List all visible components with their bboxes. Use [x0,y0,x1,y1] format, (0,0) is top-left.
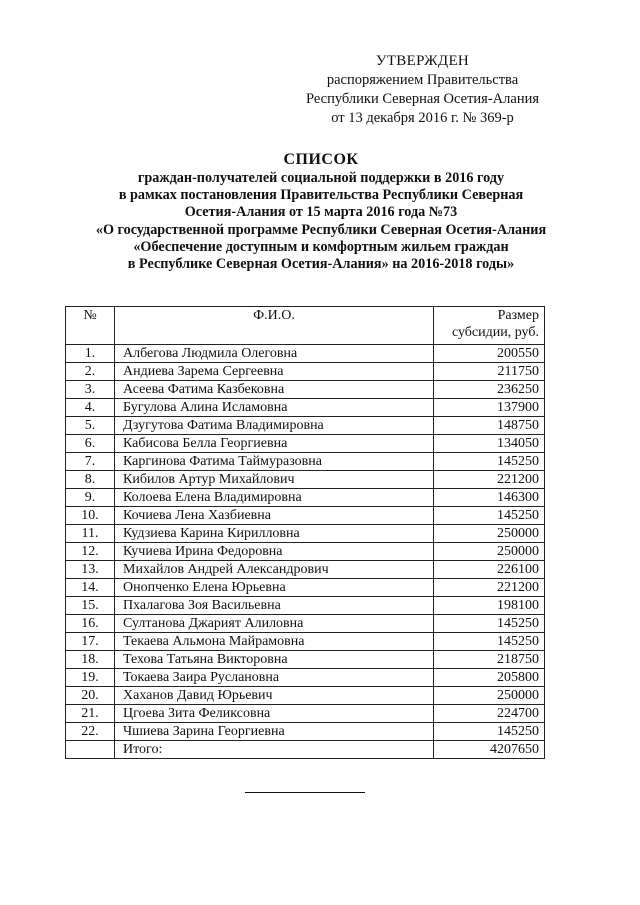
subsidy-amount: 148750 [434,417,545,435]
table-row [66,453,545,471]
row-number: 17. [66,633,115,651]
document-heading [40,150,602,273]
recipient-name: Онопченко Елена Юрьевна [115,579,434,597]
approval-region: Республики Северная Осетия-Алания [305,91,540,107]
total-label: Итого: [115,741,434,759]
subsidy-amount: 221200 [434,471,545,489]
table-row [66,723,545,741]
column-header-subsidy-line2: субсидии, руб. [451,325,539,340]
table-row [66,579,545,597]
recipient-name: Михайлов Андрей Александрович [115,561,434,579]
heading-line: «Обеспечение доступным и комфортным жильем граждан [133,238,509,255]
recipient-name: Султанова Джарият Алиловна [115,615,434,633]
approval-date-number: от 13 декабря 2016 г. № 369-р [331,110,514,126]
end-of-document-line [245,792,365,793]
table-row [66,651,545,669]
recipient-name: Андиева Зарема Сергеевна [115,363,434,381]
recipient-name: Кудзиева Карина Кирилловна [115,525,434,543]
table-row [66,381,545,399]
row-number: 10. [66,507,115,525]
subsidy-amount: 218750 [434,651,545,669]
recipient-name: Кабисова Белла Георгиевна [115,435,434,453]
row-number: 22. [66,723,115,741]
heading-line: в Республике Северная Осетия-Алания» на 2016-2018 годы» [127,256,515,273]
row-number: 12. [66,543,115,561]
table-row [66,507,545,525]
table-header-row [66,307,545,345]
approval-title: УТВЕРЖДЕН [375,53,470,69]
subsidy-amount: 146300 [434,489,545,507]
row-number: 7. [66,453,115,471]
recipient-name: Хаханов Давид Юрьевич [115,687,434,705]
table-row [66,615,545,633]
recipient-name: Асеева Фатима Казбековна [115,381,434,399]
table-row [66,471,545,489]
subsidy-amount: 134050 [434,435,545,453]
row-number: 20. [66,687,115,705]
subsidy-amount: 224700 [434,705,545,723]
row-number: 19. [66,669,115,687]
column-header-subsidy [434,307,545,345]
recipient-name: Колоева Елена Владимировна [115,489,434,507]
column-header-subsidy-line1: Размер [497,308,539,323]
document-title: СПИСОК [283,151,359,168]
recipient-name: Кибилов Артур Михайлович [115,471,434,489]
recipient-name: Пхалагова Зоя Васильевна [115,597,434,615]
row-number: 13. [66,561,115,579]
row-number: 18. [66,651,115,669]
total-sum: 4207650 [434,741,545,759]
row-number: 5. [66,417,115,435]
recipient-name: Чшиева Зарина Георгиевна [115,723,434,741]
table-row [66,525,545,543]
table-row [66,633,545,651]
subsidy-amount: 205800 [434,669,545,687]
subsidy-amount: 221200 [434,579,545,597]
subsidy-amount: 211750 [434,363,545,381]
heading-line: граждан-получателей социальной поддержки в 2016 году [137,170,505,186]
recipient-name: Кочиева Лена Хазбиевна [115,507,434,525]
row-number: 15. [66,597,115,615]
row-number: 16. [66,615,115,633]
subsidy-amount: 198100 [434,597,545,615]
subsidy-amount: 145250 [434,633,545,651]
subsidy-amount: 145250 [434,507,545,525]
row-number: 3. [66,381,115,399]
approval-authority: распоряжением Правительства [326,72,519,88]
row-number: 21. [66,705,115,723]
recipient-name: Каргинова Фатима Таймуразовна [115,453,434,471]
row-number: 14. [66,579,115,597]
subsidy-amount: 236250 [434,381,545,399]
table-row [66,705,545,723]
subsidy-amount: 145250 [434,615,545,633]
table-row [66,345,545,363]
row-number: 8. [66,471,115,489]
table-row [66,435,545,453]
heading-line: Осетия-Алания от 15 марта 2016 года №73 [184,204,458,221]
recipients-table [65,306,545,759]
table-body [66,345,545,741]
table-row [66,399,545,417]
row-number: 6. [66,435,115,453]
table-row [66,363,545,381]
column-header-number: № [66,307,115,345]
subsidy-amount: 200550 [434,345,545,363]
table-row [66,561,545,579]
heading-line: «О государственной программе Республики Северная Осетия-Алания [95,221,547,238]
table-row [66,669,545,687]
recipient-name: Кучиева Ирина Федоровна [115,543,434,561]
recipient-name: Текаева Альмона Майрамовна [115,633,434,651]
total-empty-cell [66,741,115,759]
recipient-name: Албегова Людмила Олеговна [115,345,434,363]
row-number: 9. [66,489,115,507]
heading-line: в рамках постановления Правительства Республики Северная [118,187,524,204]
row-number: 11. [66,525,115,543]
recipient-name: Цгоева Зита Феликсовна [115,705,434,723]
table-row [66,687,545,705]
row-number: 4. [66,399,115,417]
subsidy-amount: 137900 [434,399,545,417]
subsidy-amount: 226100 [434,561,545,579]
subsidy-amount: 145250 [434,723,545,741]
subsidy-amount: 145250 [434,453,545,471]
subsidy-amount: 250000 [434,543,545,561]
total-row [66,741,545,759]
table-row [66,543,545,561]
recipient-name: Дзугутова Фатима Владимировна [115,417,434,435]
approval-stamp [300,52,545,128]
table-row [66,597,545,615]
subsidy-amount: 250000 [434,687,545,705]
recipient-name: Бугулова Алина Исламовна [115,399,434,417]
column-header-name: Ф.И.О. [115,307,434,345]
recipient-name: Техова Татьяна Викторовна [115,651,434,669]
row-number: 1. [66,345,115,363]
table-row [66,489,545,507]
row-number: 2. [66,363,115,381]
recipient-name: Токаева Заира Руслановна [115,669,434,687]
subsidy-amount: 250000 [434,525,545,543]
table-row [66,417,545,435]
